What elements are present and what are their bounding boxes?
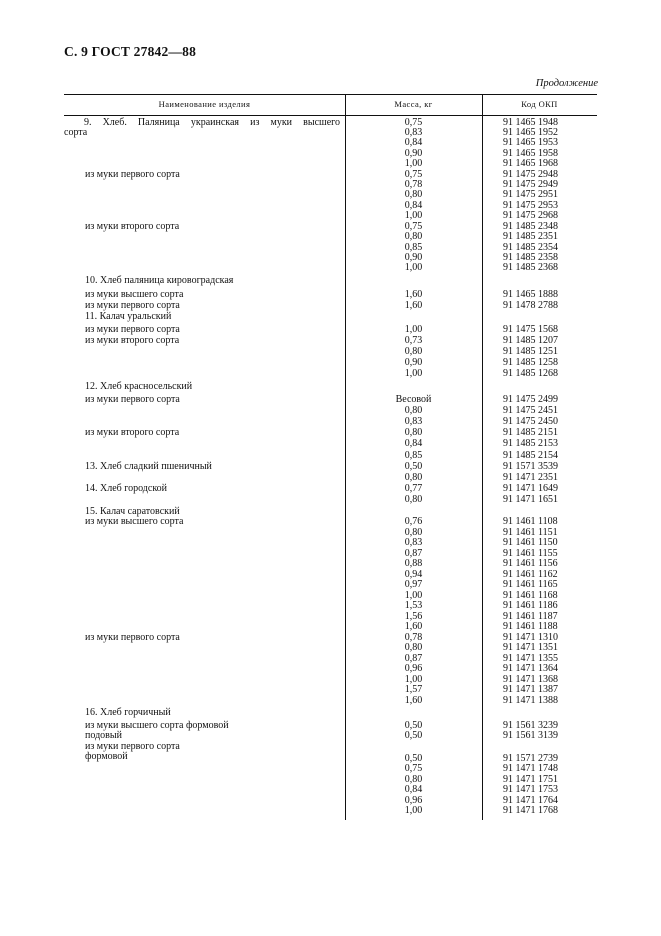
- row-mass-cell: 1,53: [404, 600, 423, 611]
- row-mass-cell: 1,00: [404, 674, 423, 685]
- row-code-cell: 91 1461 1168: [503, 590, 558, 601]
- row-name-cell: 13. Хлеб сладкий пшеничный: [85, 461, 212, 472]
- row-mass-cell: 0,88: [404, 558, 423, 569]
- row-code-cell: 91 1461 1156: [503, 558, 558, 569]
- row-mass-cell: 0,75: [404, 169, 423, 180]
- row-mass-cell: 0,83: [404, 127, 423, 138]
- row-code-cell: 91 1475 2451: [503, 405, 558, 416]
- row-code-cell: 91 1461 1155: [503, 548, 558, 559]
- row-code-cell: 91 1471 1368: [503, 674, 558, 685]
- row-code-cell: 91 1485 1251: [503, 346, 558, 357]
- row-mass-cell: 0,84: [404, 137, 423, 148]
- page-header: С. 9 ГОСТ 27842—88: [64, 44, 197, 59]
- row-mass-cell: 0,87: [404, 548, 423, 559]
- row-code-cell: 91 1471 2351: [503, 472, 558, 483]
- row-mass-cell: 1,56: [404, 611, 423, 622]
- row-mass-cell: 0,90: [404, 357, 423, 368]
- row-mass-cell: 1,57: [404, 684, 423, 695]
- row-mass-cell: 0,94: [404, 569, 423, 580]
- row-mass-cell: 0,80: [404, 527, 423, 538]
- row-name-cell: из муки первого сорта: [85, 300, 180, 311]
- row-code-cell: 91 1485 2351: [503, 231, 558, 242]
- row-code-cell: 91 1475 2953: [503, 200, 558, 211]
- row-code-cell: 91 1485 1268: [503, 368, 558, 379]
- continuation-label: Продолжение: [535, 78, 598, 89]
- row-code-cell: 91 1471 1751: [503, 774, 558, 785]
- row-code-cell: 91 1475 2948: [503, 169, 558, 180]
- row-mass-cell: 0,80: [404, 642, 423, 653]
- row-code-cell: 91 1485 2358: [503, 252, 558, 263]
- table-header-rule: [64, 115, 597, 116]
- row-mass-cell: 0,50: [404, 720, 423, 731]
- row-code-cell: 91 1471 1387: [503, 684, 558, 695]
- row-mass-cell: 0,75: [404, 221, 423, 232]
- row-mass-cell: 0,84: [404, 438, 423, 449]
- row-mass-cell: 0,78: [404, 179, 423, 190]
- row-mass-cell: 1,60: [404, 621, 423, 632]
- row-mass-cell: 0,96: [404, 663, 423, 674]
- row-name-cell: 15. Калач саратовский: [85, 506, 180, 517]
- row-mass-cell: 0,78: [404, 632, 423, 643]
- row-code-cell: 91 1471 1753: [503, 784, 558, 795]
- row-code-cell: 91 1465 1958: [503, 148, 558, 159]
- column-divider-2: [482, 94, 483, 820]
- row-mass-cell: 1,00: [404, 368, 423, 379]
- row-code-cell: 91 1465 1948: [503, 117, 558, 128]
- row-name-cell: из муки высшего сорта формовой: [85, 720, 229, 731]
- row-mass-cell: Весовой: [395, 394, 432, 405]
- row-code-cell: 91 1485 2154: [503, 450, 558, 461]
- row-mass-cell: 1,00: [404, 805, 423, 816]
- product-table: [64, 94, 597, 820]
- row-code-cell: 91 1485 1207: [503, 335, 558, 346]
- row-code-cell: 91 1471 1748: [503, 763, 558, 774]
- row-code-cell: 91 1465 1953: [503, 137, 558, 148]
- row-mass-cell: 0,80: [404, 472, 423, 483]
- row-code-cell: 91 1475 2499: [503, 394, 558, 405]
- column-header-mass: Масса, кг: [394, 99, 433, 109]
- row-name-cell: из муки высшего сорта: [85, 516, 184, 527]
- row-code-cell: 91 1485 2354: [503, 242, 558, 253]
- row-mass-cell: 0,83: [404, 537, 423, 548]
- row-mass-cell: 1,00: [404, 262, 423, 273]
- row-name-cell: из муки первого сорта: [85, 169, 180, 180]
- row-mass-cell: 0,73: [404, 335, 423, 346]
- column-header-name: Наименование изделия: [158, 99, 251, 109]
- row-name-cell: 11. Калач уральский: [85, 311, 172, 322]
- row-name-cell: из муки первого сорта: [85, 394, 180, 405]
- row-code-cell: 91 1465 1952: [503, 127, 558, 138]
- row-mass-cell: 1,60: [404, 289, 423, 300]
- row-mass-cell: 0,96: [404, 795, 423, 806]
- row-name-cell: 12. Хлеб красносельский: [85, 381, 193, 392]
- row-name-cell: сорта: [64, 127, 88, 138]
- row-code-cell: 91 1461 1186: [503, 600, 558, 611]
- row-mass-cell: 0,83: [404, 416, 423, 427]
- row-code-cell: 91 1571 2739: [503, 753, 558, 764]
- row-code-cell: 91 1561 3139: [503, 730, 558, 741]
- row-mass-cell: 0,80: [404, 427, 423, 438]
- row-mass-cell: 0,84: [404, 784, 423, 795]
- row-name-cell: из муки первого сорта: [85, 632, 180, 643]
- row-mass-cell: 0,97: [404, 579, 423, 590]
- row-code-cell: 91 1475 2951: [503, 189, 558, 200]
- row-mass-cell: 0,50: [404, 730, 423, 741]
- row-code-cell: 91 1471 1364: [503, 663, 558, 674]
- row-mass-cell: 0,90: [404, 148, 423, 159]
- row-code-cell: 91 1465 1888: [503, 289, 558, 300]
- row-code-cell: 91 1561 3239: [503, 720, 558, 731]
- row-code-cell: 91 1475 2450: [503, 416, 558, 427]
- row-code-cell: 91 1485 2348: [503, 221, 558, 232]
- row-name-cell: из муки второго сорта: [85, 427, 180, 438]
- row-code-cell: 91 1478 2788: [503, 300, 558, 311]
- row-name-cell: подовый: [85, 730, 122, 741]
- row-mass-cell: 0,85: [404, 242, 423, 253]
- row-mass-cell: 0,75: [404, 763, 423, 774]
- row-mass-cell: 0,80: [404, 189, 423, 200]
- row-mass-cell: 1,00: [404, 590, 423, 601]
- row-code-cell: 91 1461 1188: [503, 621, 558, 632]
- row-code-cell: 91 1485 2368: [503, 262, 558, 273]
- row-mass-cell: 0,50: [404, 753, 423, 764]
- table-top-rule: [64, 94, 597, 95]
- row-code-cell: 91 1471 1310: [503, 632, 558, 643]
- row-mass-cell: 1,00: [404, 324, 423, 335]
- row-code-cell: 91 1461 1150: [503, 537, 558, 548]
- row-code-cell: 91 1471 1388: [503, 695, 558, 706]
- row-mass-cell: 0,80: [404, 346, 423, 357]
- row-code-cell: 91 1471 1651: [503, 494, 558, 505]
- row-code-cell: 91 1471 1649: [503, 483, 558, 494]
- row-code-cell: 91 1461 1162: [503, 569, 558, 580]
- row-code-cell: 91 1461 1165: [503, 579, 558, 590]
- row-mass-cell: 0,80: [404, 405, 423, 416]
- row-mass-cell: 0,75: [404, 117, 423, 128]
- row-code-cell: 91 1471 1351: [503, 642, 558, 653]
- row-name-cell: из муки второго сорта: [85, 221, 180, 232]
- row-mass-cell: 0,80: [404, 494, 423, 505]
- row-code-cell: 91 1475 2968: [503, 210, 558, 221]
- row-name-cell: из муки первого сорта: [85, 741, 180, 752]
- row-mass-cell: 0,76: [404, 516, 423, 527]
- row-code-cell: 91 1461 1108: [503, 516, 558, 527]
- row-code-cell: 91 1571 3539: [503, 461, 558, 472]
- row-code-cell: 91 1485 2151: [503, 427, 558, 438]
- row-mass-cell: 0,87: [404, 653, 423, 664]
- row-code-cell: 91 1485 1258: [503, 357, 558, 368]
- row-mass-cell: 0,50: [404, 461, 423, 472]
- row-code-cell: 91 1465 1968: [503, 158, 558, 169]
- row-name-cell: 16. Хлеб горчичный: [85, 707, 171, 718]
- row-mass-cell: 0,77: [404, 483, 423, 494]
- row-mass-cell: 1,60: [404, 300, 423, 311]
- row-code-cell: 91 1461 1187: [503, 611, 558, 622]
- row-mass-cell: 0,84: [404, 200, 423, 211]
- row-name-cell: из муки первого сорта: [85, 324, 180, 335]
- column-header-code: Код ОКП: [521, 99, 558, 109]
- row-code-cell: 91 1471 1768: [503, 805, 558, 816]
- row-mass-cell: 0,80: [404, 231, 423, 242]
- row-name-cell: 14. Хлеб городской: [85, 483, 168, 494]
- row-mass-cell: 0,90: [404, 252, 423, 263]
- row-code-cell: 91 1485 2153: [503, 438, 558, 449]
- row-code-cell: 91 1471 1764: [503, 795, 558, 806]
- row-name-cell: формовой: [85, 751, 128, 762]
- row-name-cell: 9. Хлеб. Паляница украинская из муки высшего: [84, 117, 340, 128]
- row-code-cell: 91 1471 1355: [503, 653, 558, 664]
- row-mass-cell: 1,00: [404, 158, 423, 169]
- row-code-cell: 91 1461 1151: [503, 527, 558, 538]
- row-name-cell: из муки высшего сорта: [85, 289, 184, 300]
- row-mass-cell: 1,00: [404, 210, 423, 221]
- row-mass-cell: 0,80: [404, 774, 423, 785]
- row-mass-cell: 0,85: [404, 450, 423, 461]
- row-code-cell: 91 1475 1568: [503, 324, 558, 335]
- row-name-cell: 10. Хлеб паляница кировоградская: [85, 275, 234, 286]
- row-code-cell: 91 1475 2949: [503, 179, 558, 190]
- row-name-cell: из муки второго сорта: [85, 335, 180, 346]
- row-mass-cell: 1,60: [404, 695, 423, 706]
